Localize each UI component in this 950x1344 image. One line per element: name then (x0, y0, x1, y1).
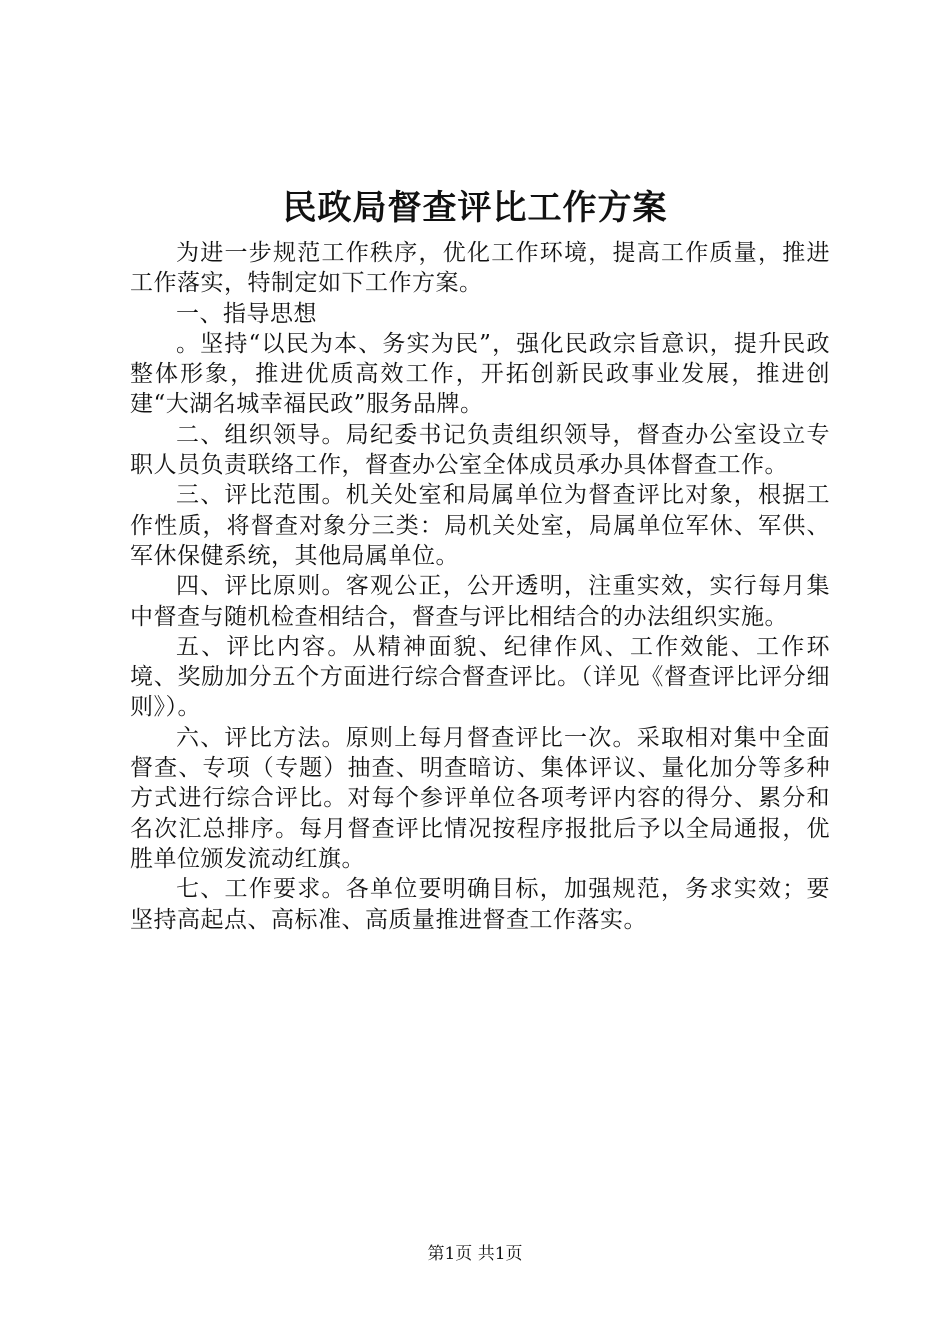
document-title: 民政局督查评比工作方案 (282, 188, 668, 228)
section-heading-guiding-thought: 一、指导思想 (176, 300, 317, 327)
requirements-paragraph: 七、工作要求。各单位要明确目标，加强规范，务求实效；要坚持高起点、高标准、高质量推进督查工作落实。 (130, 876, 830, 933)
intro-paragraph: 为进一步规范工作秩序，优化工作环境，提高工作质量，推进工作落实，特制定如下工作方案。 (130, 240, 830, 297)
content-paragraph: 五、评比内容。从精神面貌、纪律作风、工作效能、工作环境、奖励加分五个方面进行综合督查评比。（详见《督查评比评分细则》）。 (130, 633, 830, 721)
organization-paragraph: 二、组织领导。局纪委书记负责组织领导，督查办公室设立专职人员负责联络工作，督查办公室全体成员承办具体督查工作。 (130, 421, 830, 479)
principles-paragraph: 四、评比原则。客观公正，公开透明，注重实效，实行每月集中督查与随机检查相结合，督查与评比相结合的办法组织实施。 (130, 573, 830, 630)
guiding-thought-paragraph: 。坚持“以民为本、务实为民”，强化民政宗旨意识，提升民政整体形象，推进优质高效工作，开拓创新民政事业发展，推进创建“大湖名城幸福民政”服务品牌。 (130, 330, 830, 418)
scope-paragraph: 三、评比范围。机关处室和局属单位为督查评比对象，根据工作性质，将督查对象分三类：局机关处室，局属单位军休、军供、军休保健系统，其他局属单位。 (130, 482, 830, 569)
document-body (130, 238, 830, 935)
method-paragraph: 六、评比方法。原则上每月督查评比一次。采取相对集中全面督查、专项（专题）抽查、明查暗访、集体评议、量化加分等多种方式进行综合评比。对每个参评单位各项考评内容的得分、累分和名次汇总排序。每月督查评比情况按程序报批后予以全局通报，优胜单位颁发流动红旗。 (130, 724, 830, 872)
page-footer: 第1页 共1页 (427, 1244, 523, 1264)
